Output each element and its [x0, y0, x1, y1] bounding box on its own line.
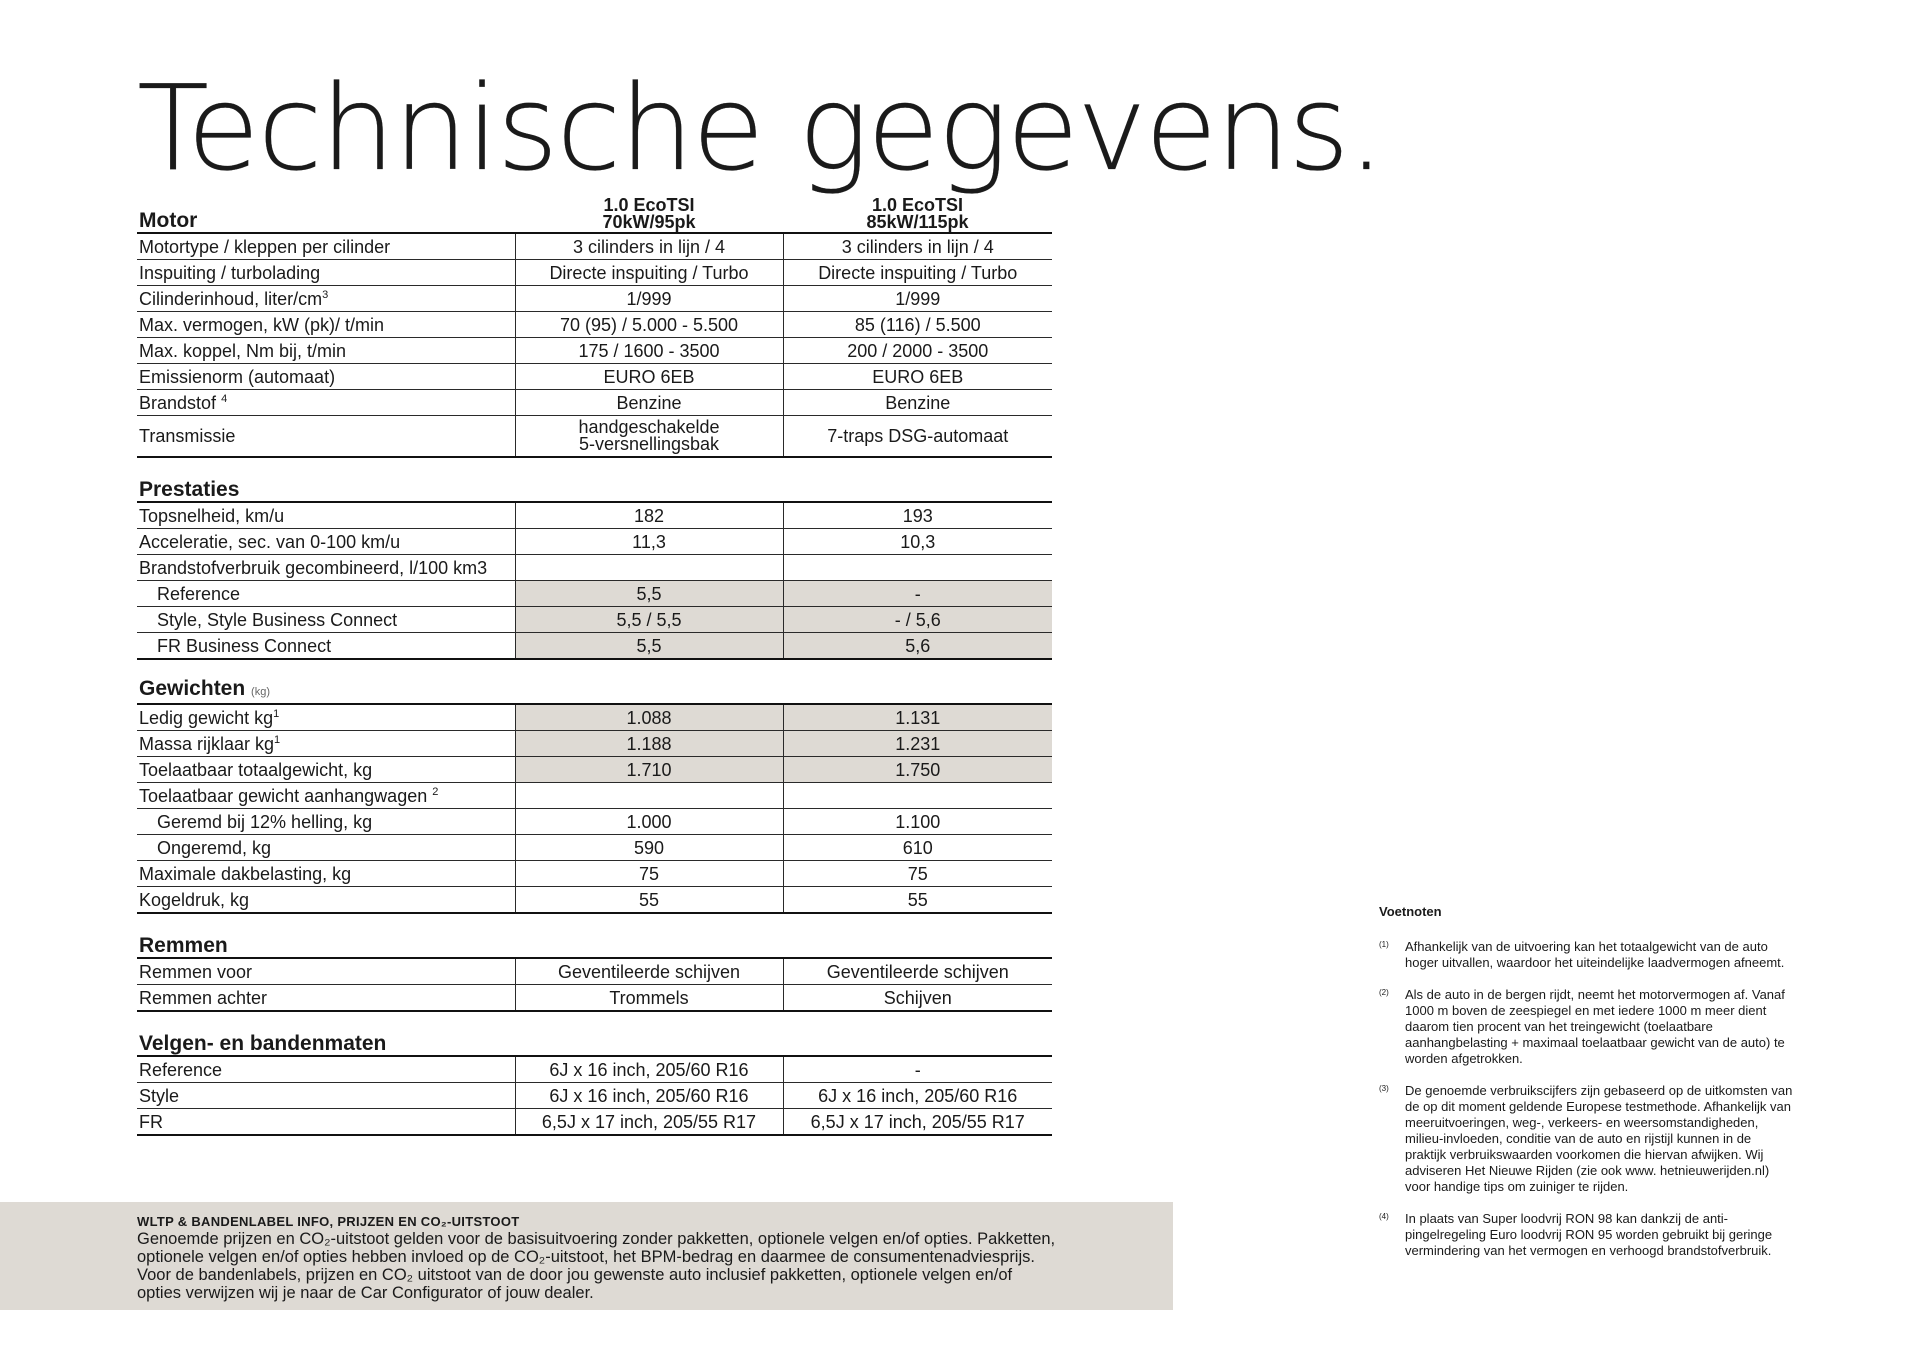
table-row: Ledig gewicht $kg^1$ 1.088 1.131: [137, 704, 1052, 731]
wltp-notice-box: [0, 1202, 1173, 1310]
table-row: Transmissie handgeschakelde 5-versnellingsbak 7-traps DSG-automaat: [137, 416, 1052, 458]
footnote-item: (1) Afhankelijk van de uitvoering kan het totaalgewicht van de auto hoger uitvallen, waardoor het uiteindelijke laadvermogen afneemt.: [1379, 939, 1785, 970]
table-row: Geremd bij 12% helling, kg 1.000 1.100: [137, 809, 1052, 835]
section-title-motor: Motor: [137, 197, 515, 233]
section-title-prestaties: Prestaties: [137, 470, 1052, 502]
table-row: Toelaatbaar gewicht aanhangwagen $^2$: [137, 783, 1052, 809]
table-row: Kogeldruk, kg 55 55: [137, 887, 1052, 914]
section-title-gewichten: Gewichten (kg): [137, 672, 1052, 704]
notice-body: Genoemde prijzen en CO₂-uitstoot gelden voor de basisuitvoering zonder pakketten, optionele velgen en/of opties. Pakketten, optionele velgen en/of opties hebben invloed op de CO₂-uitstoot, het BPM-bedrag en daarmee de consumentenadviesprijs. Voor de bandenlabels, prijzen en CO₂ uitstoot van de door jou gewenste auto inclusief pakketten, optionele velgen en/of opties verwijzen wij je naar de Car Configurator of jouw dealer.: [137, 1230, 1056, 1302]
table-row: Motortype / kleppen per cilinder 3 cilinders in lijn / 4 3 cilinders in lijn / 4: [137, 233, 1052, 260]
table-row: Max. vermogen, kW (pk)/ t/min 70 (95) / 5.000 - 5.500 85 (116) / 5.500: [137, 312, 1052, 338]
table-row: Toelaatbaar totaalgewicht, kg 1.710 1.750: [137, 757, 1052, 783]
footnotes-title: Voetnoten: [1379, 904, 1442, 919]
page-title: Technische gegevens.: [137, 59, 1384, 197]
footnote-item: (2) Als de auto in de bergen rijdt, neemt het motorvermogen af. Vanaf 1000 m boven de zeespiegel en met iedere 1000 m meer dient daarom tien procent van het treingewicht (toelaatbare aanhangbelasting + maximaal toelaatbaar gewicht van de auto) te worden afgetrokken.: [1379, 987, 1785, 1066]
table-row: Acceleratie, sec. van 0-100 km/u 11,3 10,3: [137, 529, 1052, 555]
table-row: Emissienorm (automaat) EURO 6EB EURO 6EB: [137, 364, 1052, 390]
notice-title: WLTP & BANDENLABEL INFO, PRIJZEN EN CO₂-UITSTOOT: [137, 1214, 520, 1229]
section-title-velgen: Velgen- en bandenmaten: [137, 1024, 1052, 1056]
footnote-item: (4) In plaats van Super loodvrij RON 98 kan dankzij de anti-pingelregeling Euro loodvrij RON 95 worden gebruikt bij geringe vermindering van het vermogen en verhoogd brandstofverbruik.: [1379, 1211, 1773, 1258]
table-row: Massa rijklaar $kg^1$ 1.188 1.231: [137, 731, 1052, 757]
table-row: Style 6J x 16 inch, 205/60 R16 6J x 16 inch, 205/60 R16: [137, 1083, 1052, 1109]
column-header-85kw: 1.0 EcoTSI 85kW/115pk: [783, 197, 1052, 233]
section-title-remmen: Remmen: [137, 926, 1052, 958]
table-row: Remmen achter Trommels Schijven: [137, 985, 1052, 1012]
table-row: Inspuiting / turbolading Directe inspuiting / Turbo Directe inspuiting / Turbo: [137, 260, 1052, 286]
table-row: Maximale dakbelasting, kg 75 75: [137, 861, 1052, 887]
table-row: Style, Style Business Connect 5,5 / 5,5 - / 5,6: [137, 607, 1052, 633]
table-row: FR Business Connect 5,5 5,6: [137, 633, 1052, 660]
table-row: Reference 6J x 16 inch, 205/60 R16 -: [137, 1056, 1052, 1083]
table-row: Brandstof $^4$ Benzine Benzine: [137, 390, 1052, 416]
table-row: Max. koppel, Nm bij, t/min 175 / 1600 - 3500 200 / 2000 - 3500: [137, 338, 1052, 364]
footnote-item: (3) De genoemde verbruikscijfers zijn gebaseerd op de uitkomsten van de op dit moment geldende Europese testmethode. Afhankelijk van meeruitvoeringen, weg-, verkeers- en weersomstandigheden, milieu-invloeden, conditie van de auto en rijstijl kunnen in de praktijk verbruikswaarden voorkomen die hiervan afwijken. Wij adviseren Het Nieuwe Rijden (zie ook www. hetnieuwerijden.nl) voor handige tips om zuiniger te rijden.: [1379, 1083, 1793, 1194]
specs-table: [137, 197, 1052, 1136]
table-row: Topsnelheid, km/u 182 193: [137, 502, 1052, 529]
table-row: Ongeremd, kg 590 610: [137, 835, 1052, 861]
table-row: FR 6,5J x 17 inch, 205/55 R17 6,5J x 17 inch, 205/55 R17: [137, 1109, 1052, 1136]
table-row: Brandstofverbruik gecombineerd, l/100 km3: [137, 555, 1052, 581]
table-row: Cilinderinhoud, liter/$cm^3$ 1/999 1/999: [137, 286, 1052, 312]
table-row: Reference 5,5 -: [137, 581, 1052, 607]
table-row: Remmen voor Geventileerde schijven Geventileerde schijven: [137, 958, 1052, 985]
column-header-70kw: 1.0 EcoTSI 70kW/95pk: [515, 197, 783, 233]
footnotes: [1379, 904, 1794, 1275]
